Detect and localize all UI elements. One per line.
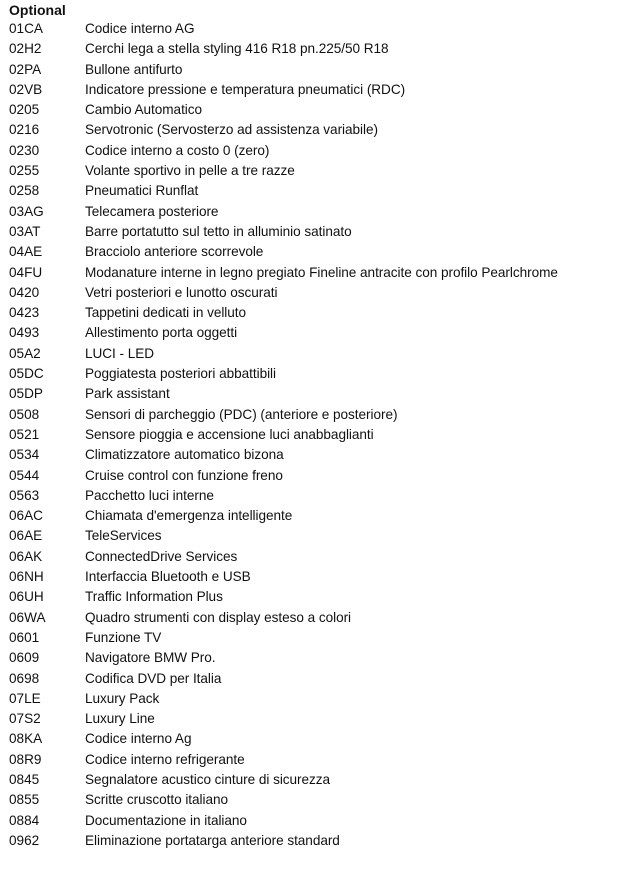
option-row xyxy=(9,283,637,303)
option-row xyxy=(9,39,637,59)
option-description: Servotronic (Servosterzo ad assistenza variabile) xyxy=(85,122,378,138)
option-description: Eliminazione portatarga anteriore standard xyxy=(85,832,340,848)
option-description: Climatizzatore automatico bizona xyxy=(85,447,284,463)
option-description: Scritte cruscotto italiano xyxy=(85,792,229,808)
option-description: Traffic Information Plus xyxy=(85,589,223,605)
option-description: Cruise control con funzione freno xyxy=(85,467,283,483)
option-code: 08R9 xyxy=(9,751,42,767)
option-code: 0884 xyxy=(9,812,40,828)
option-row xyxy=(9,506,637,526)
option-row xyxy=(9,628,637,648)
option-row xyxy=(9,100,637,120)
option-code: 04AE xyxy=(9,244,43,260)
option-code: 07LE xyxy=(9,690,41,706)
option-code: 0216 xyxy=(9,122,40,138)
option-code: 02VB xyxy=(9,81,43,97)
option-code: 0845 xyxy=(9,771,40,787)
option-description: Documentazione in italiano xyxy=(85,812,247,828)
option-row xyxy=(9,80,637,100)
option-description: Park assistant xyxy=(85,386,170,402)
option-row xyxy=(9,466,637,486)
option-row xyxy=(9,669,637,689)
option-code: 0205 xyxy=(9,102,40,118)
option-code: 0563 xyxy=(9,487,40,503)
option-row xyxy=(9,344,637,364)
option-code: 06AC xyxy=(9,508,44,524)
option-description: Cambio Automatico xyxy=(85,102,203,118)
option-description: TeleServices xyxy=(85,528,162,544)
option-code: 0855 xyxy=(9,792,40,808)
option-description: Codice interno Ag xyxy=(85,731,192,747)
option-code: 08KA xyxy=(9,731,43,747)
option-description: LUCI - LED xyxy=(85,345,154,361)
option-row xyxy=(9,405,637,425)
option-description: Navigatore BMW Pro. xyxy=(85,650,216,666)
option-code: 0493 xyxy=(9,325,40,341)
option-code: 06UH xyxy=(9,589,44,605)
options-document xyxy=(9,1,637,851)
option-row xyxy=(9,323,637,343)
option-row xyxy=(9,608,637,628)
option-description: Funzione TV xyxy=(85,629,162,645)
option-description: Codice interno AG xyxy=(85,21,195,36)
option-row xyxy=(9,486,637,506)
option-description: Interfaccia Bluetooth e USB xyxy=(85,569,251,585)
option-code: 0423 xyxy=(9,305,40,321)
option-row xyxy=(9,526,637,546)
option-description: Telecamera posteriore xyxy=(85,203,219,219)
option-description: Codice interno refrigerante xyxy=(85,751,245,767)
option-description: Vetri posteriori e lunotto oscurati xyxy=(85,284,278,300)
option-row xyxy=(9,831,637,851)
option-description: Sensore pioggia e accensione luci anabbaglianti xyxy=(85,426,374,442)
option-row xyxy=(9,141,637,161)
option-code: 03AT xyxy=(9,223,41,239)
option-code: 06WA xyxy=(9,609,46,625)
option-code: 02PA xyxy=(9,61,42,77)
option-row xyxy=(9,750,637,770)
option-code: 07S2 xyxy=(9,711,41,727)
option-code: 03AG xyxy=(9,203,44,219)
option-code: 0521 xyxy=(9,426,40,442)
option-code: 06AE xyxy=(9,528,43,544)
option-code: 06AK xyxy=(9,548,43,564)
option-description: Poggiatesta posteriori abbattibili xyxy=(85,366,276,382)
option-description: Modanature interne in legno pregiato Fineline antracite con profilo Pearlchrome xyxy=(85,264,558,280)
option-code: 0698 xyxy=(9,670,40,686)
option-code: 0230 xyxy=(9,142,40,158)
option-code: 0544 xyxy=(9,467,40,483)
option-row xyxy=(9,242,637,262)
option-code: 02H2 xyxy=(9,41,42,57)
option-row xyxy=(9,222,637,242)
option-code: 01CA xyxy=(9,21,44,36)
option-description: Luxury Pack xyxy=(85,690,160,706)
option-code: 0255 xyxy=(9,163,40,179)
option-code: 0962 xyxy=(9,832,40,848)
option-code: 0534 xyxy=(9,447,40,463)
option-description: Codice interno a costo 0 (zero) xyxy=(85,142,270,158)
option-description: Segnalatore acustico cinture di sicurezza xyxy=(85,771,331,787)
option-description: Volante sportivo in pelle a tre razze xyxy=(85,163,295,179)
option-row xyxy=(9,425,637,445)
option-code: 0258 xyxy=(9,183,40,199)
option-row xyxy=(9,19,637,39)
option-row xyxy=(9,445,637,465)
option-row xyxy=(9,181,637,201)
option-row xyxy=(9,263,637,283)
option-description: Sensori di parcheggio (PDC) (anteriore e posteriore) xyxy=(85,406,398,422)
option-description: Pacchetto luci interne xyxy=(85,487,214,503)
option-row xyxy=(9,60,637,80)
option-description: Codifica DVD per Italia xyxy=(85,670,222,686)
option-description: Allestimento porta oggetti xyxy=(85,325,238,341)
option-row xyxy=(9,790,637,810)
options-list xyxy=(9,19,637,851)
option-code: 05DP xyxy=(9,386,44,402)
option-row xyxy=(9,120,637,140)
option-row xyxy=(9,709,637,729)
option-row xyxy=(9,161,637,181)
option-row xyxy=(9,202,637,222)
option-row xyxy=(9,689,637,709)
option-description: Pneumatici Runflat xyxy=(85,183,199,199)
option-row xyxy=(9,567,637,587)
option-description: Barre portatutto sul tetto in alluminio satinato xyxy=(85,223,352,239)
option-row xyxy=(9,811,637,831)
option-description: Bullone antifurto xyxy=(85,61,183,77)
option-code: 04FU xyxy=(9,264,43,280)
option-description: Bracciolo anteriore scorrevole xyxy=(85,244,264,260)
option-code: 0508 xyxy=(9,406,40,422)
option-description: Cerchi lega a stella styling 416 R18 pn.225/50 R18 xyxy=(85,41,389,57)
option-description: Luxury Line xyxy=(85,711,155,727)
option-description: Tappetini dedicati in velluto xyxy=(85,305,247,321)
option-row xyxy=(9,770,637,790)
option-row xyxy=(9,364,637,384)
option-description: Chiamata d'emergenza intelligente xyxy=(85,508,293,524)
option-code: 05DC xyxy=(9,366,44,382)
option-row xyxy=(9,547,637,567)
option-code: 0601 xyxy=(9,629,40,645)
section-title: Optional xyxy=(9,2,66,18)
option-code: 0609 xyxy=(9,650,40,666)
option-row xyxy=(9,587,637,607)
option-row xyxy=(9,303,637,323)
option-code: 06NH xyxy=(9,569,44,585)
option-code: 0420 xyxy=(9,284,40,300)
option-code: 05A2 xyxy=(9,345,41,361)
option-description: ConnectedDrive Services xyxy=(85,548,238,564)
option-row xyxy=(9,648,637,668)
option-row xyxy=(9,729,637,749)
option-row xyxy=(9,384,637,404)
option-description: Indicatore pressione e temperatura pneumatici (RDC) xyxy=(85,81,406,97)
option-description: Quadro strumenti con display esteso a colori xyxy=(85,609,352,625)
